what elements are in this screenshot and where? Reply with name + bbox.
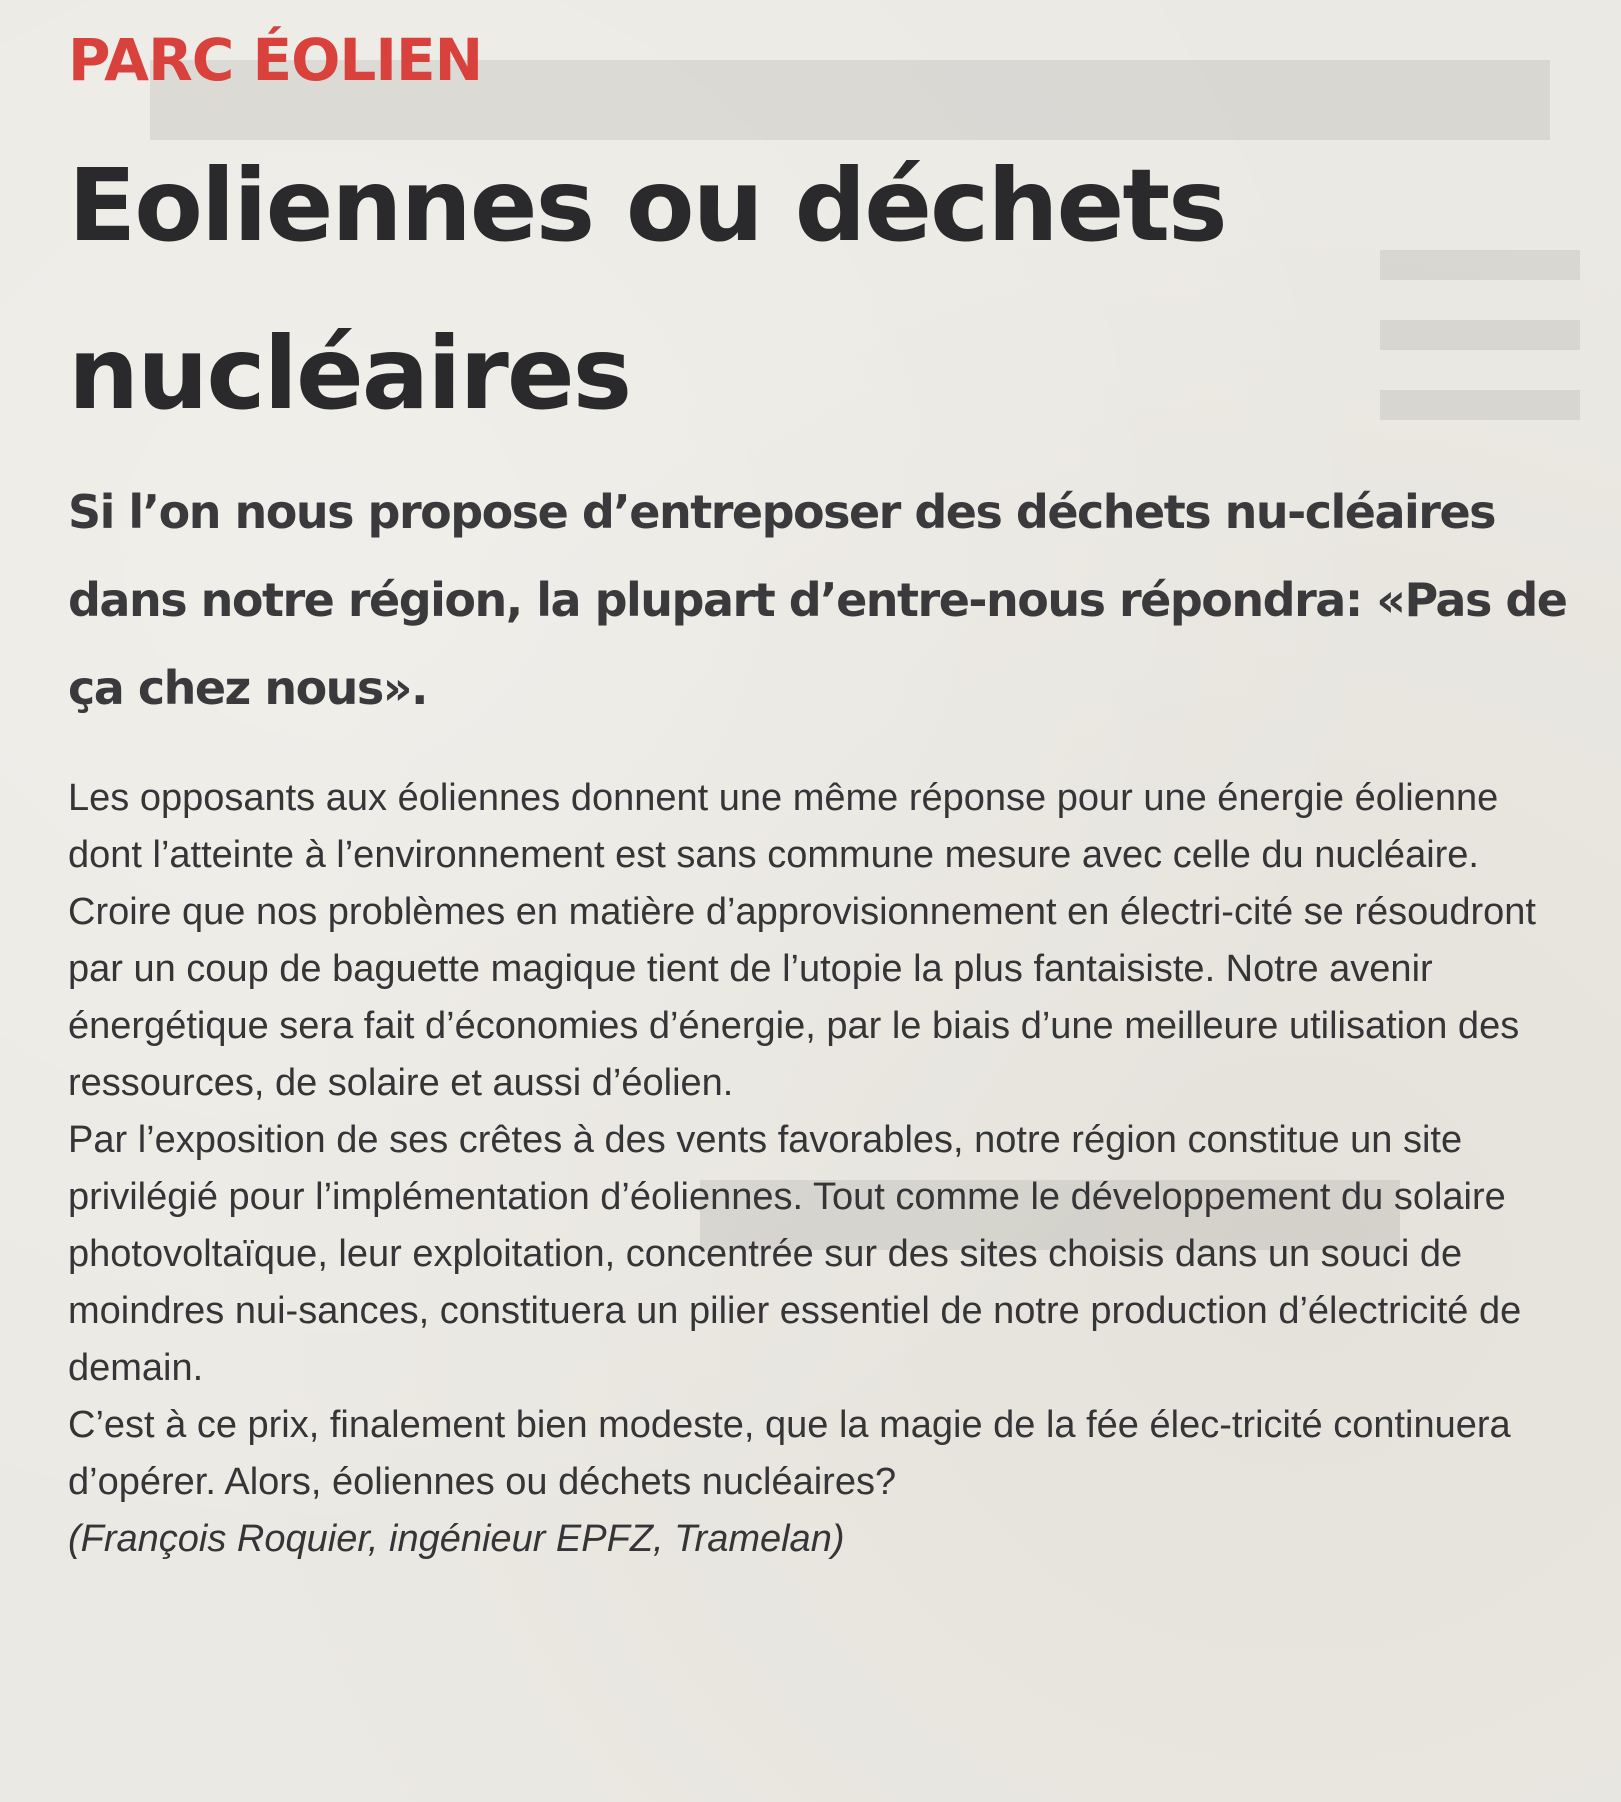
body-paragraph: Les opposants aux éoliennes donnent une même réponse pour une énergie éolienne dont l’atteinte à l’environnement est sans commune mesure avec celle du nucléaire. (68, 777, 1499, 876)
article-body (68, 770, 1578, 1568)
section-kicker: PARC ÉOLIEN (68, 26, 483, 94)
body-paragraph: Croire que nos problèmes en matière d’approvisionnement en électri-cité se résoudront par un coup de baguette magique tient de l’utopie la plus fantaisiste. Notre avenir énergétique sera fait d’économies d’énergie, par le biais d’une meilleure utilisation des ressources, de solaire et aussi d’éolien. (68, 891, 1536, 1104)
body-paragraph: C’est à ce prix, finalement bien modeste, que la magie de la fée élec-tricité continuera d’opérer. Alors, éoliennes ou déchets nucléaires? (68, 1404, 1511, 1503)
body-paragraph: Par l’exposition de ses crêtes à des vents favorables, notre région constitue un site privilégié pour l’implémentation d’éoliennes. Tout comme le développement du solaire photovoltaïque, leur exploitation, concentrée sur des sites choisis dans un souci de moindres nui-sances, constituera un pilier essentiel de notre production d’électricité de demain. (68, 1119, 1522, 1389)
article-headline (68, 122, 1578, 458)
headline-line-2: nucléaires (68, 315, 631, 432)
letter-article (68, 20, 1578, 1568)
article-lead: Si l’on nous propose d’entreposer des déchets nu-cléaires dans notre région, la plupart d’entre-nous répondra: «Pas de ça chez nous». (68, 485, 1567, 715)
headline-line-1: Eoliennes ou déchets (68, 147, 1226, 264)
author-signature: (François Roquier, ingénieur EPFZ, Tramelan) (68, 1518, 845, 1560)
